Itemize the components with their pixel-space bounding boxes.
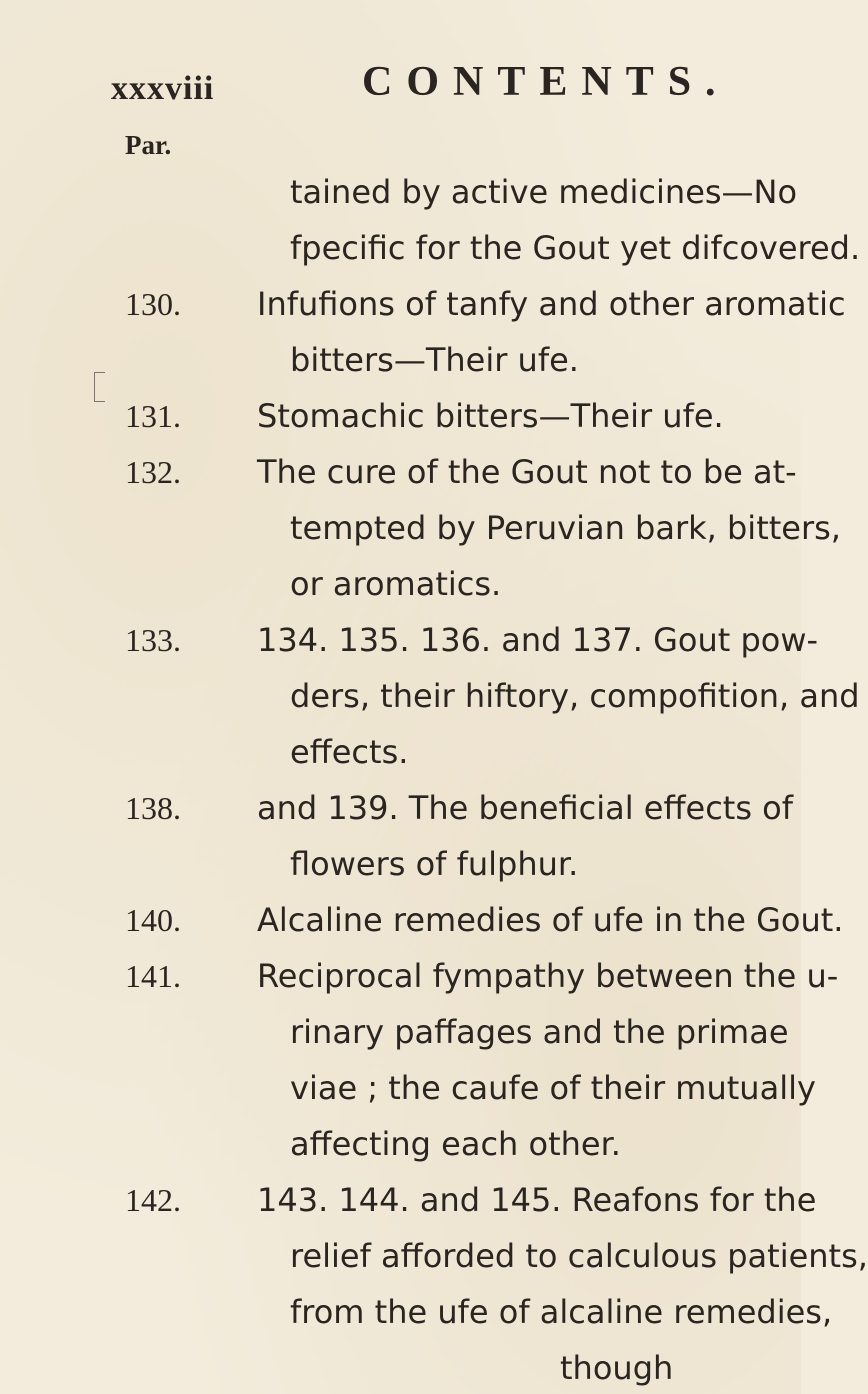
catchword: though bbox=[560, 1349, 674, 1387]
entry-line: 143. 144. and 145. Reafons for the bbox=[257, 1181, 817, 1219]
entry-line: and 139. The beneficial effects of bbox=[257, 789, 794, 827]
entry-line: Stomachic bitters—Their ufe. bbox=[257, 397, 724, 435]
entry-line: affecting each other. bbox=[290, 1125, 621, 1163]
margin-bracket-mark bbox=[94, 372, 105, 402]
entry-number: 131. bbox=[125, 398, 181, 434]
entry-line: Reciprocal fympathy between the u- bbox=[257, 957, 839, 995]
entry-line: The cure of the Gout not to be at- bbox=[257, 453, 797, 491]
entry-line: viae ; the caufe of their mutually bbox=[290, 1069, 816, 1107]
paragraph-column-label: Par. bbox=[125, 130, 172, 160]
entry-number: 130. bbox=[125, 286, 181, 322]
entry-number: 133. bbox=[125, 622, 181, 658]
entry-line: effects. bbox=[290, 733, 409, 771]
page-number: xxxviii bbox=[111, 70, 215, 107]
entry-line: tained by active medicines—No bbox=[290, 173, 798, 211]
entry-number: 132. bbox=[125, 454, 181, 490]
entry-line: 134. 135. 136. and 137. Gout pow- bbox=[257, 621, 819, 659]
page-title: CONTENTS. bbox=[362, 59, 730, 105]
entry-number: 140. bbox=[125, 902, 181, 938]
entry-line: from the ufe of alcaline remedies, bbox=[290, 1293, 833, 1331]
entry-number: 142. bbox=[125, 1182, 181, 1218]
entry-line: tempted by Peruvian bark, bitters, bbox=[290, 509, 841, 547]
entry-line: flowers of fulphur. bbox=[290, 845, 579, 883]
entry-line: bitters—Their ufe. bbox=[290, 341, 579, 379]
entry-line: rinary paffages and the primae bbox=[290, 1013, 789, 1051]
entry-line: ders, their hiftory, compofition, and bbox=[290, 677, 860, 715]
entry-number: 138. bbox=[125, 790, 181, 826]
entry-number: 141. bbox=[125, 958, 181, 994]
entry-line: or aromatics. bbox=[290, 565, 502, 603]
entry-line: Infufions of tanfy and other aromatic bbox=[257, 285, 846, 323]
entry-line: Alcaline remedies of ufe in the Gout. bbox=[257, 901, 844, 939]
entry-line: relief afforded to calculous patients, bbox=[290, 1237, 868, 1275]
entry-line: fpecific for the Gout yet difcovered. bbox=[290, 229, 861, 267]
